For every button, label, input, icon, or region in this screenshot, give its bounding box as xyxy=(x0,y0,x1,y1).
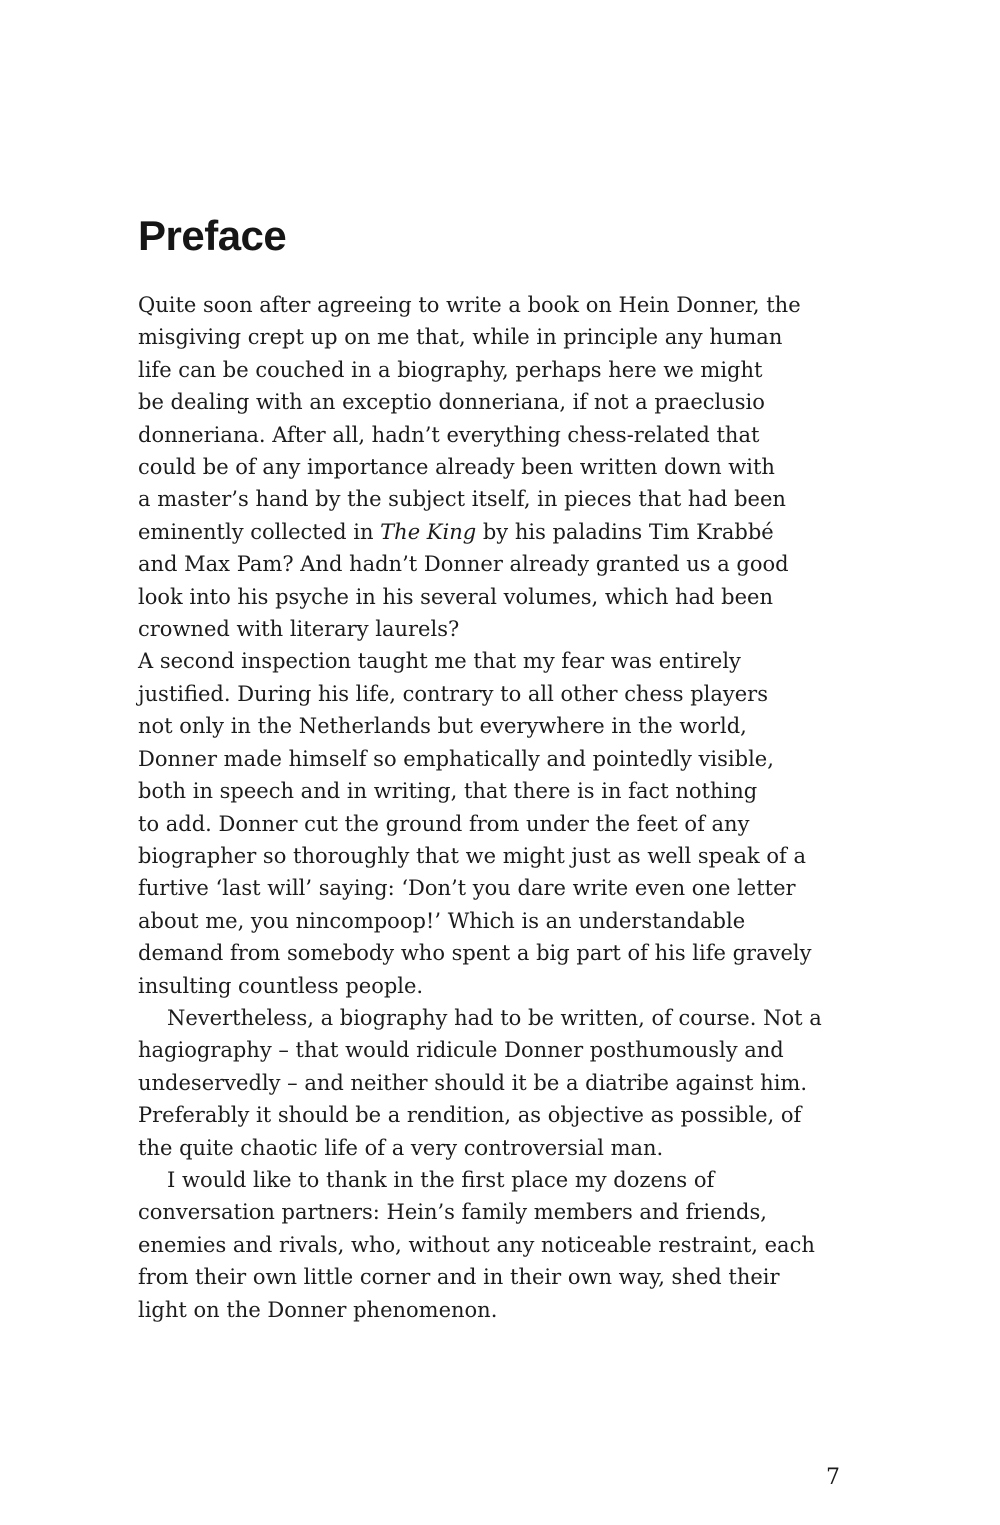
text-line: light on the Donner phenomenon. xyxy=(138,1297,498,1322)
text-line: demand from somebody who spent a big part of his life gravely xyxy=(138,941,812,966)
text-line: to add. Donner cut the ground from under the feet of any xyxy=(138,811,750,836)
text-line: crowned with literary laurels? xyxy=(138,617,460,642)
text-line: Nevertheless, a biography had to be written, of course. Not a xyxy=(167,1005,822,1030)
text-line: be dealing with an exceptio donneriana, if not a praeclusio xyxy=(138,390,765,415)
text-run: eminently collected in xyxy=(138,519,381,544)
paragraph-3 xyxy=(138,1002,878,1164)
body-text xyxy=(138,289,878,1326)
text-line: look into his psyche in his several volumes, which had been xyxy=(138,584,774,609)
text-line: insulting countless people. xyxy=(138,973,424,998)
book-title-italic: The King xyxy=(380,519,477,544)
text-run: by his paladins Tim Krabbé xyxy=(476,519,774,544)
paragraph-4 xyxy=(138,1164,878,1326)
text-line: conversation partners: Hein’s family members and friends, xyxy=(138,1200,767,1225)
text-line: the quite chaotic life of a very controversial man. xyxy=(138,1135,664,1160)
text-line: Donner made himself so emphatically and pointedly visible, xyxy=(138,746,774,771)
paragraph-2 xyxy=(138,645,878,1001)
text-line: furtive ‘last will’ saying: ‘Don’t you dare write even one letter xyxy=(138,876,796,901)
text-line: both in speech and in writing, that there is in fact nothing xyxy=(138,779,758,804)
paragraph-1 xyxy=(138,289,878,645)
text-line: justified. During his life, contrary to all other chess players xyxy=(138,681,768,706)
text-line: enemies and rivals, who, without any noticeable restraint, each xyxy=(138,1232,815,1257)
page-number: 7 xyxy=(826,1465,840,1490)
text-line: could be of any importance already been written down with xyxy=(138,455,775,480)
text-line: undeservedly – and neither should it be a diatribe against him. xyxy=(138,1070,808,1095)
text-line: not only in the Netherlands but everywhere in the world, xyxy=(138,714,747,739)
text-line: and Max Pam? And hadn’t Donner already granted us a good xyxy=(138,552,789,577)
text-line: Preferably it should be a rendition, as objective as possible, of xyxy=(138,1103,802,1128)
chapter-heading: Preface xyxy=(138,212,287,259)
text-line: I would like to thank in the first place my dozens of xyxy=(167,1167,715,1192)
text-line: misgiving crept up on me that, while in principle any human xyxy=(138,325,783,350)
text-line: about me, you nincompoop!’ Which is an understandable xyxy=(138,908,746,933)
text-line: Quite soon after agreeing to write a book on Hein Donner, the xyxy=(138,293,801,317)
text-line: life can be couched in a biography, perhaps here we might xyxy=(138,357,763,382)
text-line: a master’s hand by the subject itself, in pieces that had been xyxy=(138,487,786,512)
text-line-with-title xyxy=(138,516,878,548)
text-line: from their own little corner and in their own way, shed their xyxy=(138,1265,780,1290)
text-line: A second inspection taught me that my fear was entirely xyxy=(138,649,741,674)
text-line: biographer so thoroughly that we might just as well speak of a xyxy=(138,843,807,868)
text-line: hagiography – that would ridicule Donner posthumously and xyxy=(138,1038,784,1063)
text-line: donneriana. After all, hadn’t everything chess-related that xyxy=(138,422,760,447)
